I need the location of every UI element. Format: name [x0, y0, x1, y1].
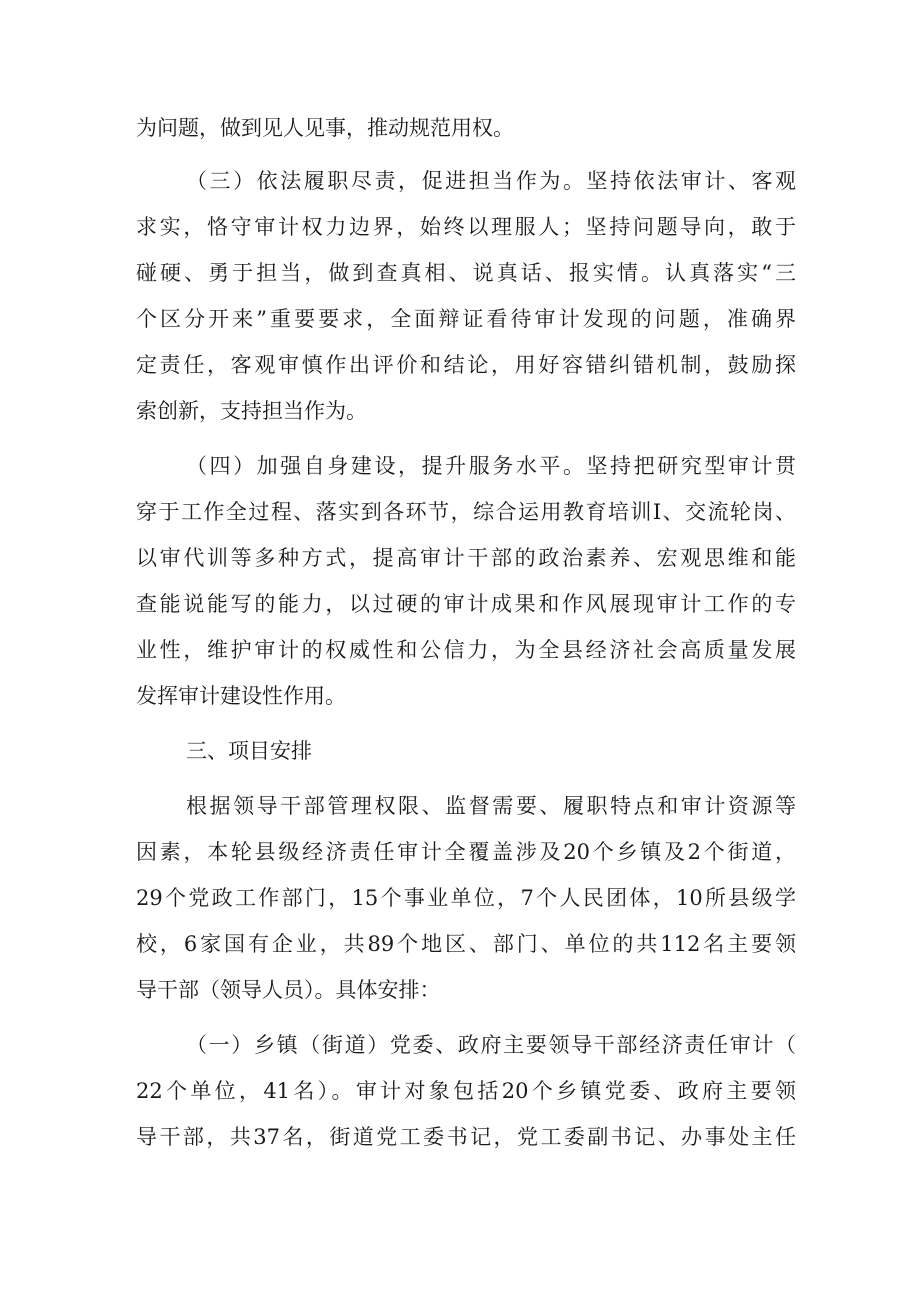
section-heading: 三、项目安排 [186, 739, 312, 763]
paragraph-line: 校，6家国有企业，共89个地区、部门、单位的共112名主要领 [136, 932, 796, 956]
paragraph-line: 求实，恪守审计权力边界，始终以理服人；坚持问题导向，敢于 [136, 215, 796, 239]
paragraph-line: 索创新，支持担当作为。 [136, 399, 367, 423]
paragraph-line: 穿于工作全过程、落实到各环节，综合运用教育培训I、交流轮岗、 [136, 500, 796, 524]
paragraph-line: 定责任，客观审慎作出评价和结论，用好容错纠错机制，鼓励探 [136, 353, 796, 377]
paragraph-line: 查能说能写的能力，以过硬的审计成果和作风展现审计工作的专 [136, 592, 796, 616]
paragraph-line: 22个单位，41名）。审计对象包括20个乡镇党委、政府主要领 [136, 1079, 796, 1103]
paragraph-line: 业性，维护审计的权威性和公信力，为全县经济社会高质量发展 [136, 638, 796, 662]
paragraph-line: 导干部，共37名，街道党工委书记，党工委副书记、办事处主任 [136, 1125, 796, 1149]
paragraph-line: （四）加强自身建设，提升服务水平。坚持把研究型审计贯 [186, 454, 796, 478]
paragraph-line: 导干部（领导人员）。具体安排： [136, 978, 441, 1002]
paragraph-line: 发挥审计建设性作用。 [136, 684, 346, 708]
paragraph-line: 根据领导干部管理权限、监督需要、履职特点和审计资源等 [186, 794, 796, 818]
paragraph-line: 29个党政工作部门，15个事业单位，7个人民团体，10所县级学 [136, 886, 796, 910]
paragraph-line: （一）乡镇（街道）党委、政府主要领导干部经济责任审计（ [186, 1033, 796, 1057]
paragraph-line: 为问题，做到见人见事，推动规范用权。 [136, 116, 514, 140]
paragraph-line: 以审代训等多种方式，提高审计干部的政治素养、宏观思维和能 [136, 546, 796, 570]
paragraph-line: 因素，本轮县级经济责任审计全覆盖涉及20个乡镇及2个街道， [136, 840, 796, 864]
paragraph-line: 碰硬、勇于担当，做到查真相、说真话、报实情。认真落实“三 [136, 261, 796, 285]
paragraph-line: 个区分开来”重要要求，全面辩证看待审计发现的问题，准确界 [136, 307, 796, 331]
paragraph-line: （三）依法履职尽责，促进担当作为。坚持依法审计、客观 [186, 169, 796, 193]
